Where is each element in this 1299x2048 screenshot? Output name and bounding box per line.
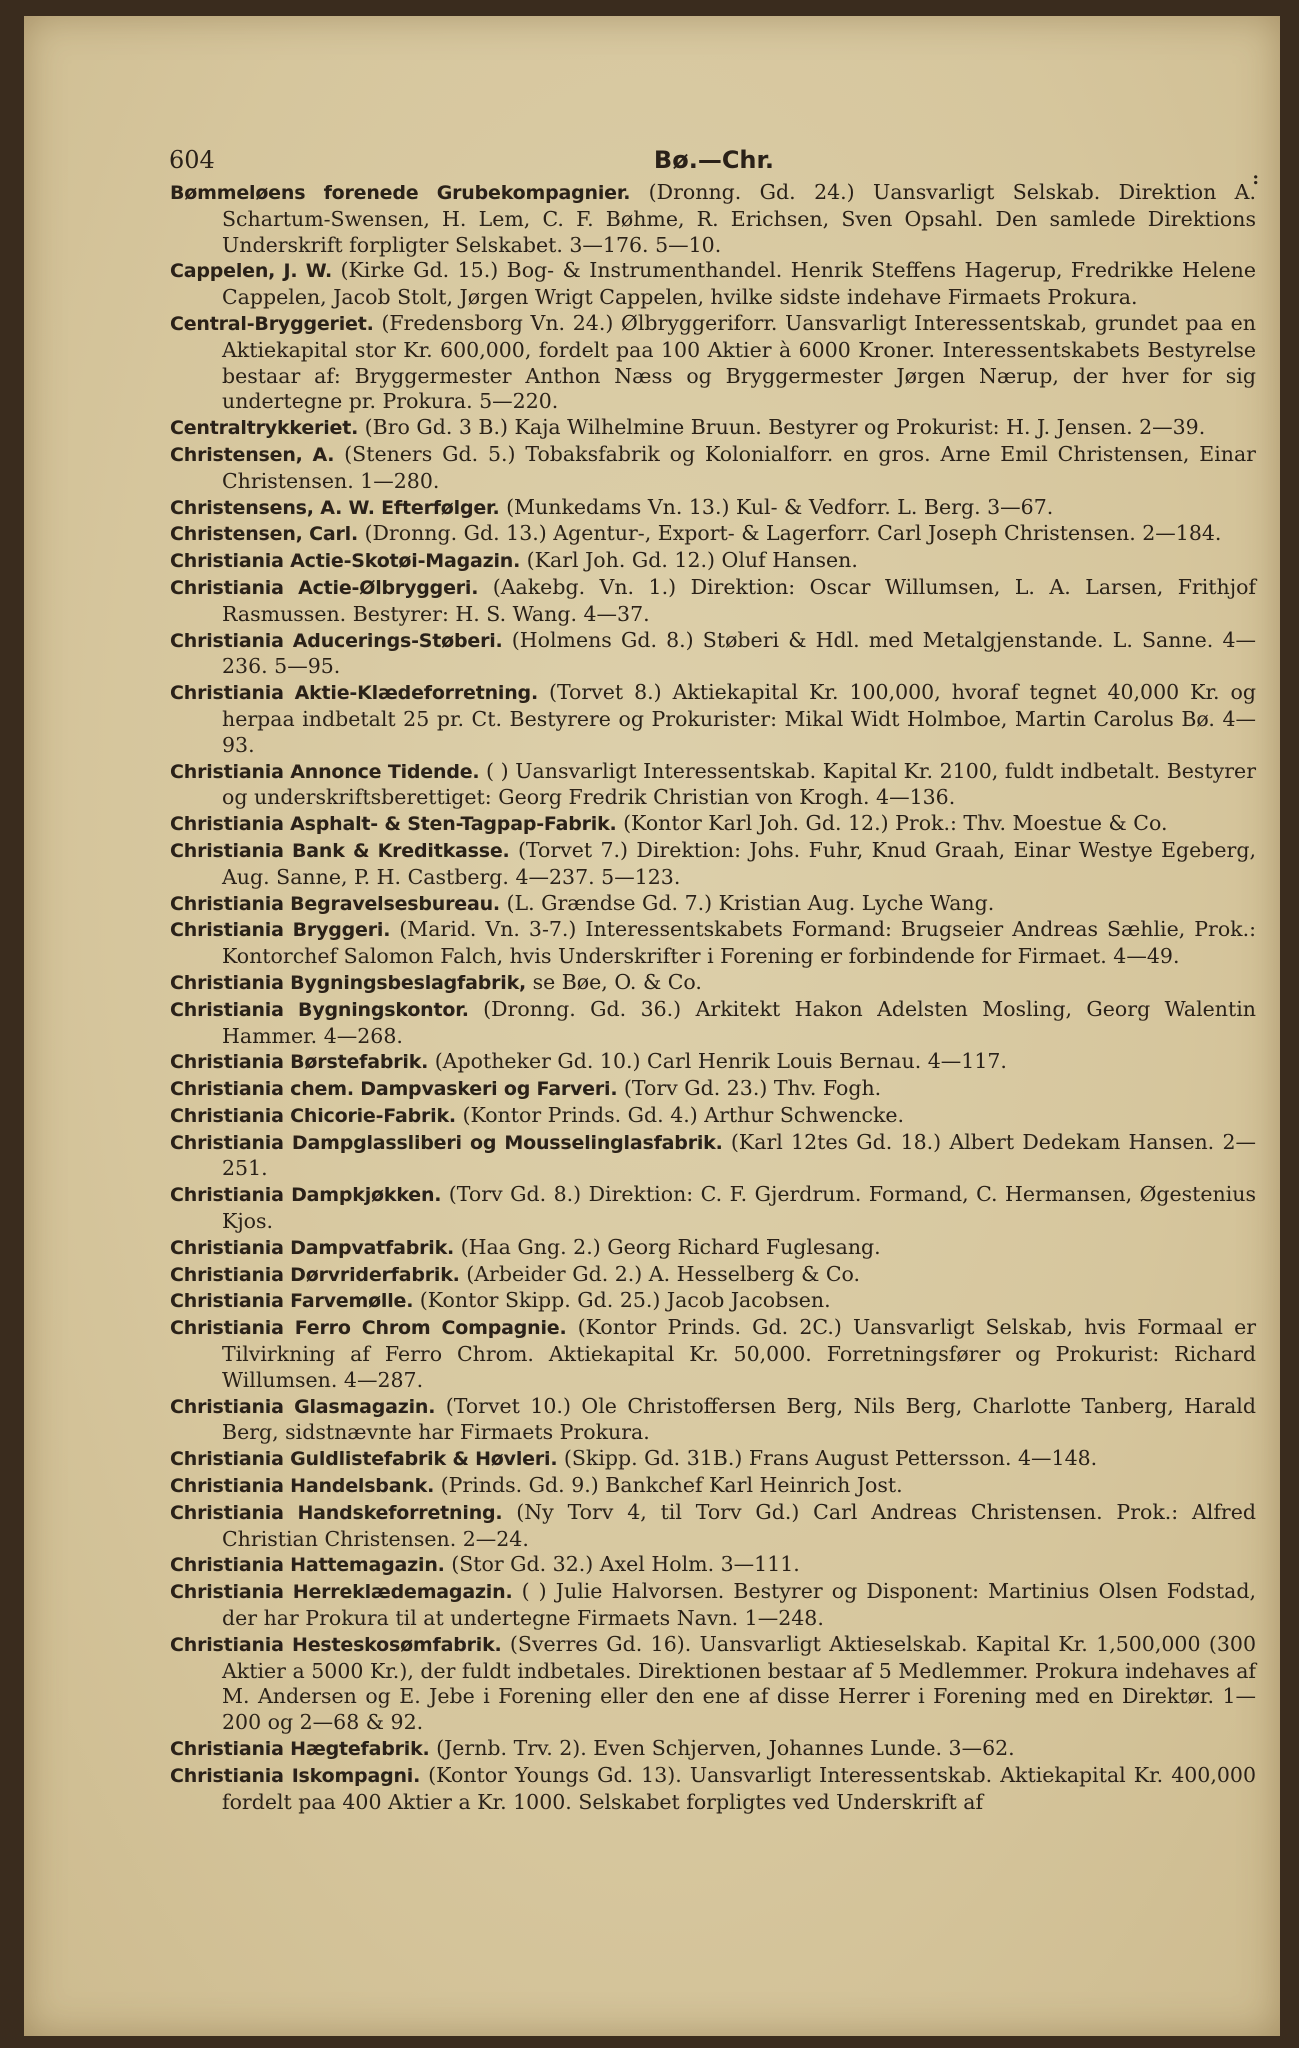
entry-name: Christiania Handelsbank. — [170, 1475, 435, 1498]
entry-text: (Jernb. Trv. 2). Even Schjerven, Johannes Lunde. 3—62. — [429, 1736, 1015, 1761]
directory-entry — [170, 891, 1256, 918]
entry-name: Christiania Begravelsesbureau. — [170, 892, 500, 915]
directory-entry — [170, 759, 1256, 812]
entry-text: (Arbeider Gd. 2.) A. Hesselberg & Co. — [459, 1261, 861, 1286]
directory-entry — [170, 1500, 1256, 1553]
entry-text: (Stor Gd. 32.) Axel Holm. 3—111. — [444, 1552, 800, 1577]
entry-text: (Torv Gd. 8.) Direktion: C. F. Gjerdrum. Formand, C. Hermansen, Øgestenius Kjos. — [222, 1182, 1257, 1234]
directory-entry — [170, 1262, 1256, 1289]
entry-name: Christiania Bryggeri. — [170, 919, 391, 942]
directory-entry — [170, 1076, 1256, 1103]
entry-name: Christiania Hægtefabrik. — [170, 1738, 430, 1761]
entry-name: Bømmeløens forenede Grubekompagnier. — [170, 182, 631, 204]
entry-text: (L. Grændse Gd. 7.) Kristian Aug. Lyche Wang. — [499, 890, 995, 915]
entry-name: Christensen, A. — [170, 443, 335, 466]
entry-text: (Kontor Youngs Gd. 13). Uansvarligt Interessentskab. Aktiekapital Kr. 400,000 fordelt paa 400 Aktier a Kr. 1000. Selskabet forpligtes ved Underskrift af — [222, 1762, 1256, 1814]
entry-name: Christiania Bank & Kreditkasse. — [170, 839, 510, 862]
entry-name: Christensens, A. W. Efterfølger. — [170, 496, 500, 519]
entry-name: Centraltrykkeriet. — [170, 417, 359, 440]
directory-entry — [170, 1579, 1256, 1632]
entry-name: Christiania Bygningskontor. — [170, 998, 469, 1021]
entry-text: (Kontor Prinds. Gd. 2C.) Uansvarligt Selskab, hvis Formaal er Tilvirkning af Ferro Chrom. Aktiekapital Kr. 50,000. Forretningsfører og Prokurist: Richard Willumsen. 4—287. — [222, 1315, 1257, 1392]
entry-text: se Bøe, O. & Co. — [526, 969, 702, 994]
directory-entry — [170, 1552, 1256, 1579]
directory-entry — [170, 1473, 1256, 1500]
directory-entry — [170, 680, 1256, 758]
entry-name: Christiania Herreklædemagazin. — [170, 1581, 513, 1604]
page-number: 604 — [169, 146, 215, 174]
entry-text: (Marid. Vn. 3-7.) Interessentskabets Formand: Brugseier Andreas Sæhlie, Prok.: Kontorchef Salomon Falch, hvis Underskrifter i Forening er forbindende for Firmaet. 4—49. — [222, 917, 1257, 969]
entry-text: (Ny Torv 4, til Torv Gd.) Carl Andreas Christensen. Prok.: Alfred Christian Christensen. 2—24. — [222, 1499, 1256, 1551]
directory-entry — [170, 442, 1256, 495]
entry-text: (Haa Gng. 2.) Georg Richard Fuglesang. — [454, 1234, 881, 1259]
entry-name: Christiania Ferro Chrom Compagnie. — [170, 1317, 567, 1340]
entry-text: (Aakebg. Vn. 1.) Direktion: Oscar Willumsen, L. A. Larsen, Frithjof Rasmussen. Bestyrer: H. S. Wang. 4—37. — [222, 574, 1257, 626]
directory-entry — [170, 1736, 1256, 1763]
entry-name: Christiania Aktie-Klædeforretning. — [170, 682, 538, 705]
directory-entry — [170, 1103, 1256, 1130]
directory-entry — [170, 1446, 1256, 1473]
page-header — [169, 146, 1259, 189]
entry-text: (Kontor Skipp. Gd. 25.) Jacob Jacobsen. — [413, 1288, 831, 1313]
directory-entry — [170, 521, 1256, 548]
running-head: Bø.—Chr. — [653, 146, 775, 174]
entry-text: (Kirke Gd. 15.) Bog- & Instrumenthandel. Henrik Steffens Hagerup, Fredrikke Helene Cappelen, Jacob Stolt, Jørgen Wrigt Cappelen, hvilke sidste indehave Firmaets Prokura. — [222, 258, 1256, 310]
entry-name: Christensen, Carl. — [170, 523, 358, 546]
directory-entry — [170, 628, 1256, 681]
directory-entry — [170, 970, 1256, 997]
directory-entry — [170, 415, 1256, 442]
directory-entry — [170, 1394, 1256, 1447]
entry-name: Christiania Asphalt- & Sten-Tagpap-Fabrik. — [170, 813, 617, 836]
entry-text: (Munkedams Vn. 13.) Kul- & Vedforr. L. Berg. 3—67. — [499, 494, 1054, 519]
directory-entries — [170, 180, 1256, 1815]
entry-text: (Sverres Gd. 16). Uansvarligt Aktieselskab. Kapital Kr. 1,500,000 (300 Aktier a 5000 Kr.), der fuldt indbetales. Direktionen bestaar af 5 Medlemmer. Prokura indehaves af M. Andersen og E. Jebe i Forening eller den ene af disse Herrer i Forening med en Direktør. 1—200 og 2—68 & 92. — [222, 1631, 1256, 1735]
entry-name: Christiania Annonce Tidende. — [170, 760, 480, 783]
directory-entry — [170, 575, 1256, 628]
entry-text: (Dronng. Gd. 13.) Agentur-, Export- & Lagerforr. Carl Joseph Christensen. 2—184. — [357, 521, 1222, 546]
entry-name: Cappelen, J. W. — [170, 260, 333, 283]
directory-entry — [170, 1049, 1256, 1076]
entry-name: Christiania Actie-Skotøi-Magazin. — [170, 550, 521, 573]
entry-text: (Prinds. Gd. 9.) Bankchef Karl Heinrich Jost. — [434, 1473, 903, 1498]
entry-name: Christiania Aducerings-Støberi. — [170, 629, 503, 652]
entry-name: Christiania Guldlistefabrik & Høvleri. — [170, 1448, 558, 1471]
entry-text: (Kontor Karl Joh. Gd. 12.) Prok.: Thv. Moestue & Co. — [616, 811, 1168, 836]
directory-entry — [170, 495, 1256, 522]
entry-name: Christiania chem. Dampvaskeri og Farveri. — [170, 1078, 618, 1101]
directory-entry — [170, 997, 1256, 1050]
entry-name: Christiania Hattemagazin. — [170, 1554, 445, 1577]
entry-text: (Dronng. Gd. 24.) Uansvarligt Selskab. Direktion A. Schartum-Swensen, H. Lem, C. F. Bøhme, R. Erichsen, Sven Opsahl. Den samlede Direktions Underskrift forpligter Selskabet. 3—176. 5—10. — [222, 180, 1256, 257]
directory-entry — [170, 1632, 1256, 1736]
entry-name: Christiania Dampkjøkken. — [170, 1184, 442, 1207]
directory-entry — [170, 838, 1256, 891]
entry-text: (Karl Joh. Gd. 12.) Oluf Hansen. — [520, 548, 858, 573]
entry-name: Christiania Dampglassliberi og Mousselinglasfabrik. — [170, 1131, 723, 1154]
entry-name: Central-Bryggeriet. — [170, 312, 374, 335]
entry-name: Christiania Bygningsbeslagfabrik, — [170, 971, 527, 994]
directory-entry — [170, 811, 1256, 838]
entry-text: ( ) Uansvarligt Interessentskab. Kapital Kr. 2100, fuldt indbetalt. Bestyrer og underskriftsberettiget: Georg Fredrik Christian von Krogh. 4—136. — [222, 758, 1256, 810]
entry-name: Christiania Glasmagazin. — [170, 1395, 436, 1418]
directory-entry — [170, 917, 1256, 970]
entry-text: (Kontor Prinds. Gd. 4.) Arthur Schwencke. — [455, 1102, 905, 1127]
entry-name: Christiania Dørvriderfabrik. — [170, 1263, 460, 1286]
directory-entry — [170, 311, 1256, 415]
entry-text: (Torvet 8.) Aktiekapital Kr. 100,000, hvoraf tegnet 40,000 Kr. og herpaa indbetalt 25 pr. Ct. Bestyrere og Prokurister: Mikal Widt Holmboe, Martin Carolus Bø. 4—93. — [222, 680, 1256, 757]
entry-text: (Steners Gd. 5.) Tobaksfabrik og Kolonialforr. en gros. Arne Emil Christensen, Einar Christensen. 1—280. — [222, 441, 1256, 493]
directory-entry — [170, 1235, 1256, 1262]
entry-text: (Apotheker Gd. 10.) Carl Henrik Louis Bernau. 4—117. — [428, 1049, 1007, 1074]
entry-text: (Skipp. Gd. 31B.) Frans August Pettersson. 4—148. — [557, 1446, 1098, 1471]
entry-name: Christiania Chicorie-Fabrik. — [170, 1104, 456, 1127]
entry-text: (Bro Gd. 3 B.) Kaja Wilhelmine Bruun. Bestyrer og Prokurist: H. J. Jensen. 2—39. — [358, 415, 1206, 440]
entry-name: Christiania Hesteskosømfabrik. — [170, 1633, 502, 1656]
entry-text: (Holmens Gd. 8.) Støberi & Hdl. med Metalgjenstande. L. Sanne. 4—236. 5—95. — [222, 627, 1256, 679]
entry-text: ( ) Julie Halvorsen. Bestyrer og Disponent: Martinius Olsen Fodstad, der har Prokura til at undertegne Firmaets Navn. 1—248. — [222, 1579, 1256, 1631]
entry-text: (Karl 12tes Gd. 18.) Albert Dedekam Hansen. 2—251. — [222, 1129, 1257, 1181]
directory-entry — [170, 1182, 1256, 1235]
directory-entry — [170, 1288, 1256, 1315]
directory-entry — [170, 1130, 1256, 1183]
entry-name: Christiania Farvemølle. — [170, 1290, 414, 1313]
entry-name: Christiania Actie-Ølbryggeri. — [170, 576, 479, 599]
directory-entry — [170, 548, 1256, 575]
entry-name: Christiania Dampvatfabrik. — [170, 1236, 455, 1259]
directory-entry — [170, 1315, 1256, 1393]
entry-text: (Torvet 10.) Ole Christoffersen Berg, Nils Berg, Charlotte Tanberg, Harald Berg, sidstnævnte har Firmaets Prokura. — [222, 1393, 1256, 1445]
entry-text: (Fredensborg Vn. 24.) Ølbryggeriforr. Uansvarligt Interessentskab, grundet paa en Aktiekapital stor Kr. 600,000, fordelt paa 100 Aktier à 6000 Kroner. Interessentskabets Bestyrelse bestaar af: Bryggermester Anthon Næss og Bryggermester Jørgen Nærup, der hver for sig undertegne pr. Prokura. 5—220. — [222, 310, 1256, 414]
margin-mark: : — [1252, 168, 1259, 189]
directory-entry — [170, 1763, 1256, 1816]
entry-name: Christiania Børstefabrik. — [170, 1051, 429, 1074]
directory-entry — [170, 258, 1256, 311]
entry-text: (Torv Gd. 23.) Thv. Fogh. — [617, 1076, 882, 1101]
entry-text: (Torvet 7.) Direktion: Johs. Fuhr, Knud Graah, Einar Westye Egeberg, Aug. Sanne, P. H. Castberg. 4—237. 5—123. — [222, 837, 1256, 889]
entry-name: Christiania Iskompagni. — [170, 1764, 421, 1787]
entry-name: Christiania Handskeforretning. — [170, 1501, 503, 1524]
directory-entry — [170, 180, 1256, 258]
entry-text: (Dronng. Gd. 36.) Arkitekt Hakon Adelsten Mosling, Georg Walentin Hammer. 4—268. — [222, 996, 1256, 1048]
